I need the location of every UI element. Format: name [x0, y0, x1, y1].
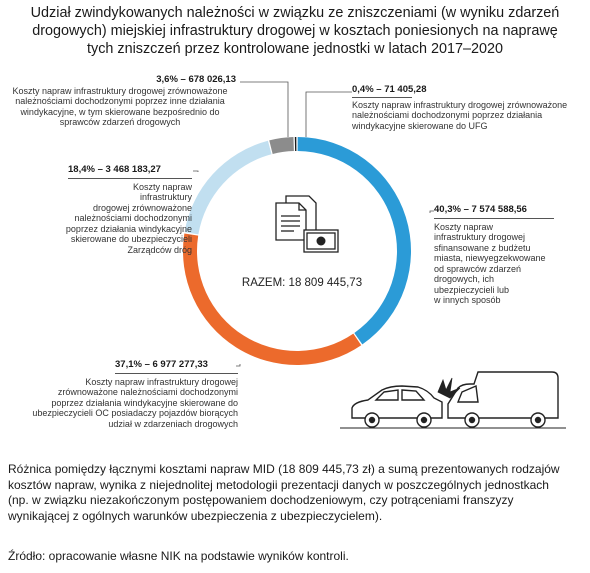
slice-label-0 — [434, 205, 554, 306]
slice-header: 18,4% – 3 468 183,27 — [68, 164, 161, 175]
slice-label-1 — [20, 360, 238, 429]
donut-slice-3 — [269, 137, 294, 154]
slice-desc-line: sfinansowane z budżetu — [434, 242, 531, 253]
title-line: drogowych) miejskiej infrastruktury drogowej w kosztach poniesionych na naprawę — [32, 23, 558, 39]
label-rule — [434, 218, 554, 219]
leader-line-slice-2 — [193, 171, 198, 172]
slice-header: 37,1% – 6 977 277,33 — [115, 359, 208, 370]
total-label — [232, 278, 372, 289]
slice-desc-line: ubezpieczycieli lub — [434, 284, 510, 295]
source-text: Źródło: opracowanie własne NIK na podstawie wyników kontroli. — [8, 549, 349, 563]
slice-desc-line: od sprawców zdarzeń — [434, 263, 522, 274]
footnote-line: wynikającej z ogólnych warunków ubezpieczenia z ubezpieczycielem). — [8, 508, 383, 523]
slice-desc-line: windykacyjne skierowane do UFG — [352, 120, 488, 131]
slice-label-3 — [4, 75, 236, 128]
slice-desc-line: należnościami dochodzonymi poprzez inne działania — [15, 96, 225, 106]
slice-desc-line: Koszty napraw infrastruktury drogowej — [85, 376, 238, 387]
slice-desc-line: należnościami dochodzonymi poprzez działania — [352, 110, 543, 120]
slice-desc-line: Zarządców dróg — [127, 244, 192, 255]
slice-header: 0,4% – 71 405,28 — [352, 84, 427, 95]
slice-desc-line: w innych sposób — [434, 295, 501, 305]
footnote-line: Różnica pomiędzy łącznymi kosztami napraw MID (18 809 445,73 zł) a sumą prezentowanych rodzajów — [8, 462, 560, 476]
footnote-line: (np. w związku niezakończonym postępowaniem dochodzeniowym, czy potrąceniami franszyzy — [8, 493, 514, 507]
slice-desc-line: Koszty napraw — [132, 181, 192, 192]
slice-desc-line: miasta, niewyegzekwowane — [434, 253, 546, 263]
slice-desc-line: windykacyjne, w tym skierowane bezpośrednio do — [20, 106, 220, 117]
title-line: Udział zwindykowanych należności w związku ze zniszczeniami (w wyniku zdarzeń — [30, 5, 560, 21]
footnote-line: kosztów napraw, wynika z niejednolitej metodologii prezentacji danych w poszczególnych jednostkach — [8, 477, 549, 492]
slice-desc-line: infrastruktury — [139, 192, 192, 202]
label-rule — [352, 97, 412, 98]
slice-desc-line: poprzez działania windykacyjne — [65, 223, 192, 234]
slice-desc-line: ubezpieczycieli OC posiadaczy pojazdów biorących — [32, 408, 238, 418]
slice-desc-line: sprawców zdarzeń drogowych — [59, 117, 181, 127]
slice-label-2 — [20, 165, 192, 255]
label-rule — [68, 178, 192, 179]
source-note — [8, 549, 349, 565]
donut-slice-2 — [185, 141, 272, 235]
slice-label-4 — [352, 85, 582, 131]
slice-header: 40,3% – 7 574 588,56 — [434, 204, 527, 215]
slice-desc-line: drogowej zrównoważone — [92, 202, 192, 213]
donut-slice-1 — [183, 233, 361, 365]
donut-slice-4 — [295, 137, 297, 151]
slice-header: 3,6% – 678 026,13 — [156, 74, 236, 85]
documents-and-banknote-icon — [276, 196, 338, 252]
slice-desc-line: zrównoważone należnościami dochodzonymi — [57, 387, 238, 397]
label-rule — [115, 373, 238, 374]
leader-line-slice-4 — [306, 92, 352, 137]
slice-desc-line: Koszty napraw infrastruktury drogowej zrównoważone — [12, 85, 228, 96]
donut-slices — [183, 137, 411, 365]
slice-desc-line: udział w zdarzeniach drogowych — [108, 418, 238, 429]
car-collision-with-van-icon — [340, 372, 566, 428]
slice-desc-line: drogowych, ich — [434, 274, 495, 284]
slice-desc-line: poprzez działania windykacyjne skierowane do — [51, 397, 238, 408]
footnote — [8, 462, 560, 524]
title-line: tych zniszczeń przez kontrolowane jednostki w latach 2017–2020 — [87, 41, 503, 57]
slice-desc-line: infrastruktury drogowej — [434, 232, 526, 242]
slice-desc-line: Koszty napraw infrastruktury drogowej zrównoważone — [352, 99, 568, 110]
total-label-text: RAZEM: 18 809 445,73 — [241, 277, 363, 289]
slice-desc-line: należnościami dochodzonymi — [74, 213, 192, 223]
leader-line-slice-3 — [240, 82, 288, 137]
slice-desc-line: skierowane do ubezpieczycieli — [70, 234, 192, 244]
slice-desc-line: Koszty napraw — [434, 221, 494, 232]
